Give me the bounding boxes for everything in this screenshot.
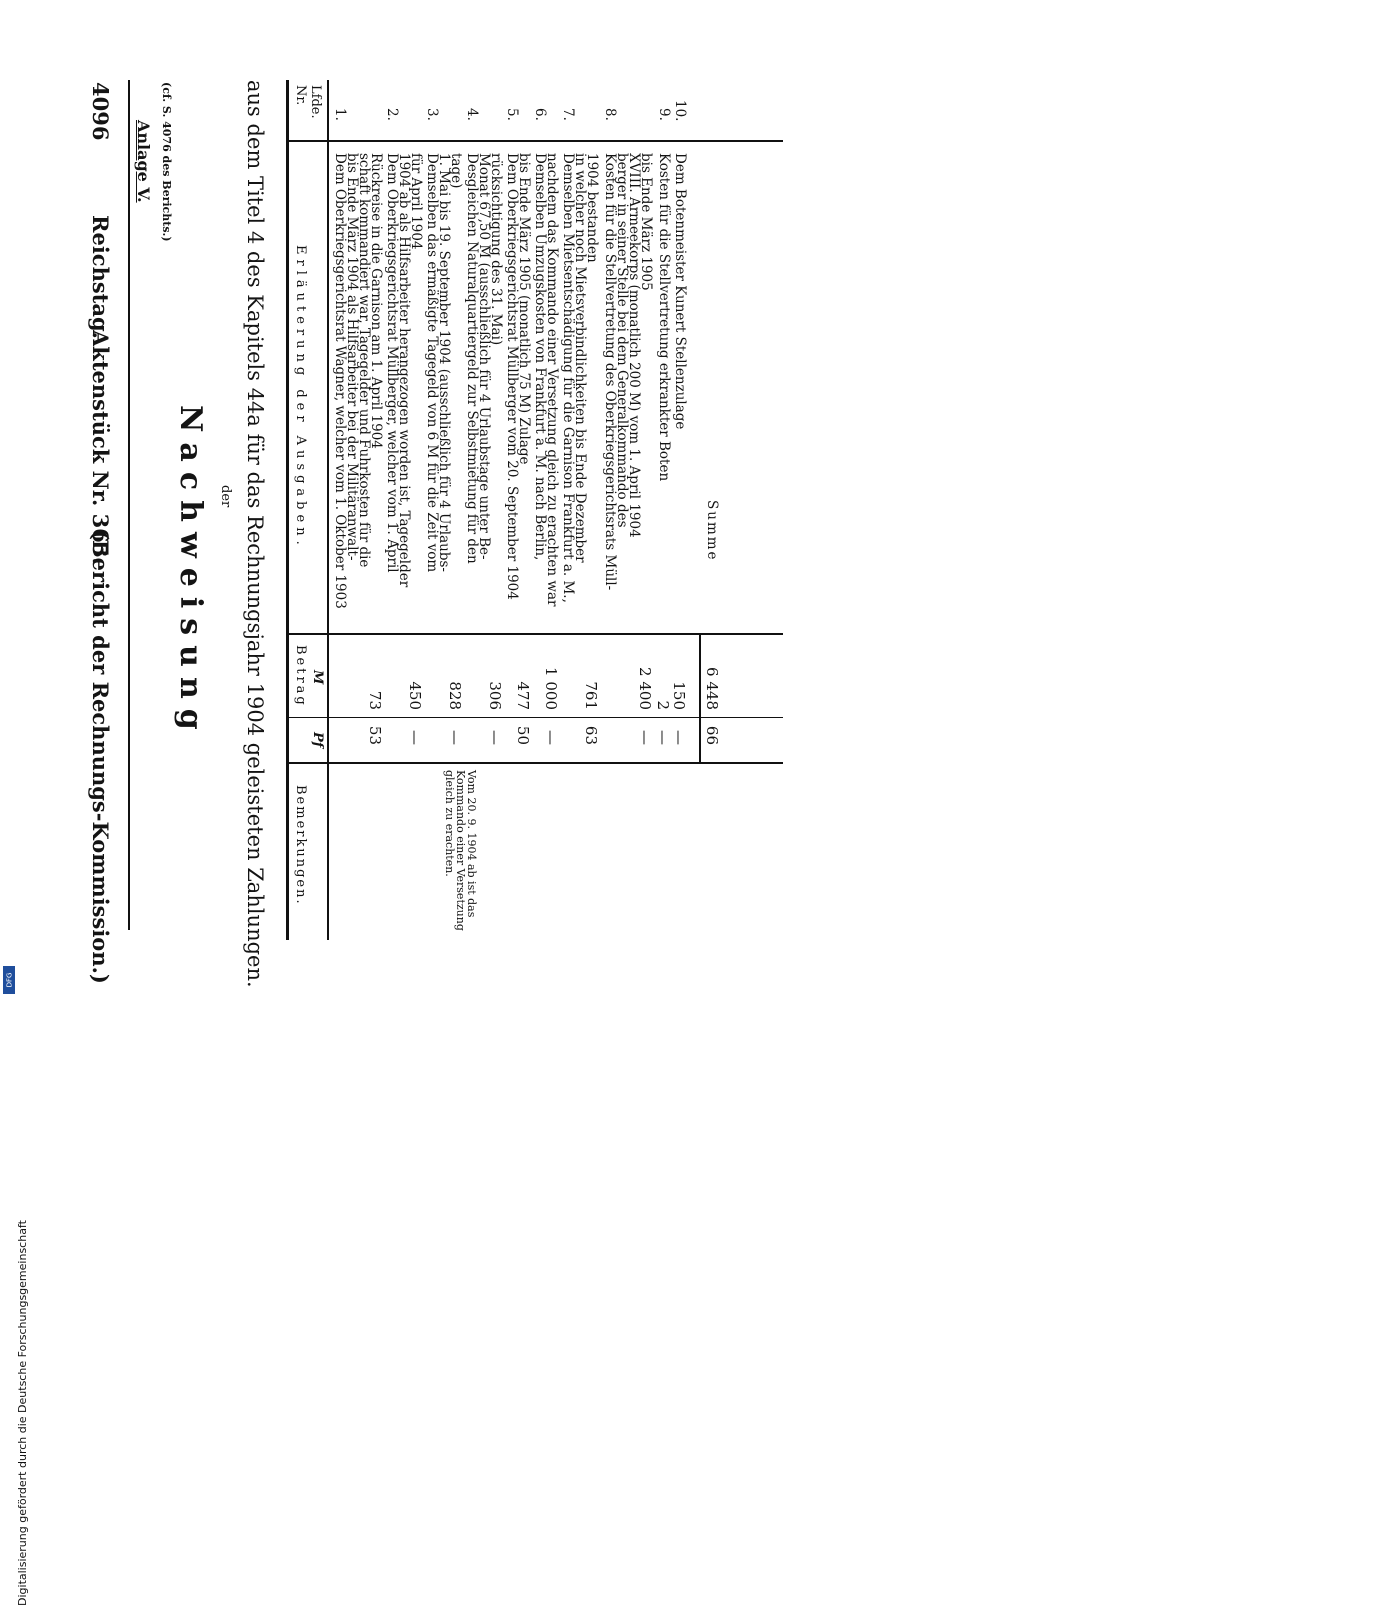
row-text-line: bis Ende März 1905 [638, 153, 654, 291]
row-pf: — [542, 730, 560, 745]
digitization-credit [0, 606, 29, 1606]
credit-text: Digitalisierung gefördert durch die Deutsche Forschungsgemeinschaft [16, 1220, 29, 1606]
row-pf: — [636, 730, 654, 745]
doc-subtitle: aus dem Titel 4 des Kapitels 44a für das Rechnungsjahr 1904 geleisteten Zahlungen. [243, 80, 267, 988]
row-nr: 3. [424, 108, 440, 121]
header-mark: M [310, 670, 325, 685]
row-nr: 6. [532, 108, 548, 121]
row-nr: 5. [504, 108, 520, 121]
row-text-line: für April 1904 [408, 153, 424, 250]
row-mark: 150 [670, 681, 688, 710]
row-pf: 53 [366, 725, 384, 745]
row-mark: 828 [446, 681, 464, 710]
row-nr: 4. [464, 108, 480, 121]
row-text-line: Dem Oberkriegsgerichtsrat Wagner, welcher vom 1. Oktober 1903 [332, 153, 348, 609]
row-mark: 306 [486, 681, 504, 710]
annex-reference: (cf. S. 4076 des Berichts.) [160, 82, 173, 242]
row-mark: 450 [406, 681, 424, 710]
row-text-line: schaft kommandiert war, Tagegelder und Fuhrkosten für die [356, 153, 372, 568]
row-mark: 2 [654, 700, 672, 710]
row-nr: 9. [656, 108, 672, 121]
row-pf: 50 [514, 725, 532, 745]
table-header-rule [327, 80, 329, 940]
parliament-label: Reichstag. [88, 215, 113, 339]
report-label: (Bericht der Rechnungs-Kommission.) [88, 530, 113, 984]
row-text-line: Monat 67,50 M (ausschließlich für 4 Urlaubstage unter Be- [476, 153, 492, 560]
row-text-line: rücksichtigung des 31. Mai) [488, 153, 504, 346]
row-nr: 7. [560, 108, 576, 121]
doc-title: Nachweisung [173, 405, 208, 740]
row-nr: 2. [384, 108, 400, 121]
row-text-line: Demselben das ermäßigte Tagegeld von 6 M für die Zeit vom [424, 153, 440, 573]
dfg-logo [3, 966, 15, 994]
row-nr: 10. [672, 100, 688, 122]
row-nr: 8. [602, 108, 618, 121]
row-text-line: 1. Mai bis 19. September 1904 (ausschließlich für 4 Urlaubs- [436, 153, 452, 572]
sum-pf: 66 [703, 725, 721, 745]
row-pf: — [446, 730, 464, 745]
row-text-line: 1904 ab als Hilfsarbeiter herangezogen worden ist, Tagegelder [396, 153, 412, 588]
row-pf: — [486, 730, 504, 745]
row-pf: — [670, 730, 688, 745]
row-text-line: nachdem das Kommando einer Versetzung gleich zu erachten war [544, 153, 560, 607]
header-amount: Betrag [293, 645, 308, 708]
row-mark: 2 400 [636, 667, 654, 710]
sum-mark: 6 448 [703, 667, 721, 710]
col-sep-nr-head [288, 140, 328, 142]
row-text-line: tage) [448, 153, 464, 189]
row-text-line: Demselben Mietsentschädigung für die Garnison Frankfurt a. M., [560, 153, 576, 603]
title-der: der [218, 485, 233, 508]
row-text-line: Desgleichen Naturalquartiergeld zur Selbstmietung für den [464, 153, 480, 564]
row-pf: — [406, 730, 424, 745]
row-mark: 761 [582, 681, 600, 710]
row-remark: Vom 20. 9. 1904 ab ist das Kommando einer Versetzung gleich zu erachten. [443, 770, 478, 931]
sum-rule [699, 633, 701, 764]
row-mark: 1 000 [542, 667, 560, 710]
col-sep-amount [288, 633, 783, 635]
col-sep-pf [288, 717, 783, 718]
row-text-line: bis Ende März 1905 (monatlich 75 M) Zulage [516, 153, 532, 465]
row-text-line: 1904 bestanden [584, 153, 600, 263]
row-text-line: Kosten für die Stellvertretung des Oberkriegsgerichtsrats Müll- [602, 153, 618, 591]
row-text-line: XVIII. Armeekorps (monatlich 200 M) vom 1. April 1904 [626, 153, 642, 538]
document-ref: Aktenstück Nr. 365. [88, 330, 113, 565]
row-pf: — [654, 730, 672, 745]
row-text-line: bis Ende März 1904 als Hilfsarbeiter bei der Militäranwalt- [344, 153, 360, 561]
row-text-line: berger in seiner Stelle bei dem Generalkommando des [614, 153, 630, 528]
row-text-line: Rückreise in die Garnison am 1. April 1904 [368, 153, 384, 449]
row-mark: 73 [366, 690, 384, 710]
sum-label: Summe [704, 500, 720, 562]
header-remarks: Bemerkungen. [293, 785, 308, 906]
annex-label: Anlage V. [134, 120, 153, 203]
page-number: 4096 [88, 82, 113, 141]
row-text-line: Dem Oberkriegsgerichtsrat Müllberger, welcher vom 1. April [384, 153, 400, 573]
row-nr: 1. [332, 108, 348, 121]
row-text-line: Dem Botenmeister Kunert Stellenzulage [672, 153, 688, 430]
header-rule [128, 80, 130, 930]
header-pf: Pf [310, 732, 325, 748]
row-text-line: in welcher noch Mietsverbindlichkeiten bis Ende Dezember [572, 153, 588, 563]
row-text-line: Demselben Umzugskosten von Frankfurt a. M. nach Berlin, [532, 153, 548, 561]
row-text-line: Kosten für die Stellvertretung erkrankter Boten [656, 153, 672, 482]
table-top-rule [286, 80, 289, 940]
row-text-line: Dem Oberkriegsgerichtsrat Müllberger vom 20. September 1904 [504, 153, 520, 600]
col-sep-nr [329, 140, 783, 142]
row-pf: 63 [582, 725, 600, 745]
row-mark: 477 [514, 681, 532, 710]
dfg-logo-text: DFG [5, 972, 13, 988]
header-explanation: Erläuterung der Ausgaben. [293, 245, 308, 550]
header-nr: Lfde. Nr. [293, 85, 323, 119]
col-sep-remarks [288, 762, 783, 764]
